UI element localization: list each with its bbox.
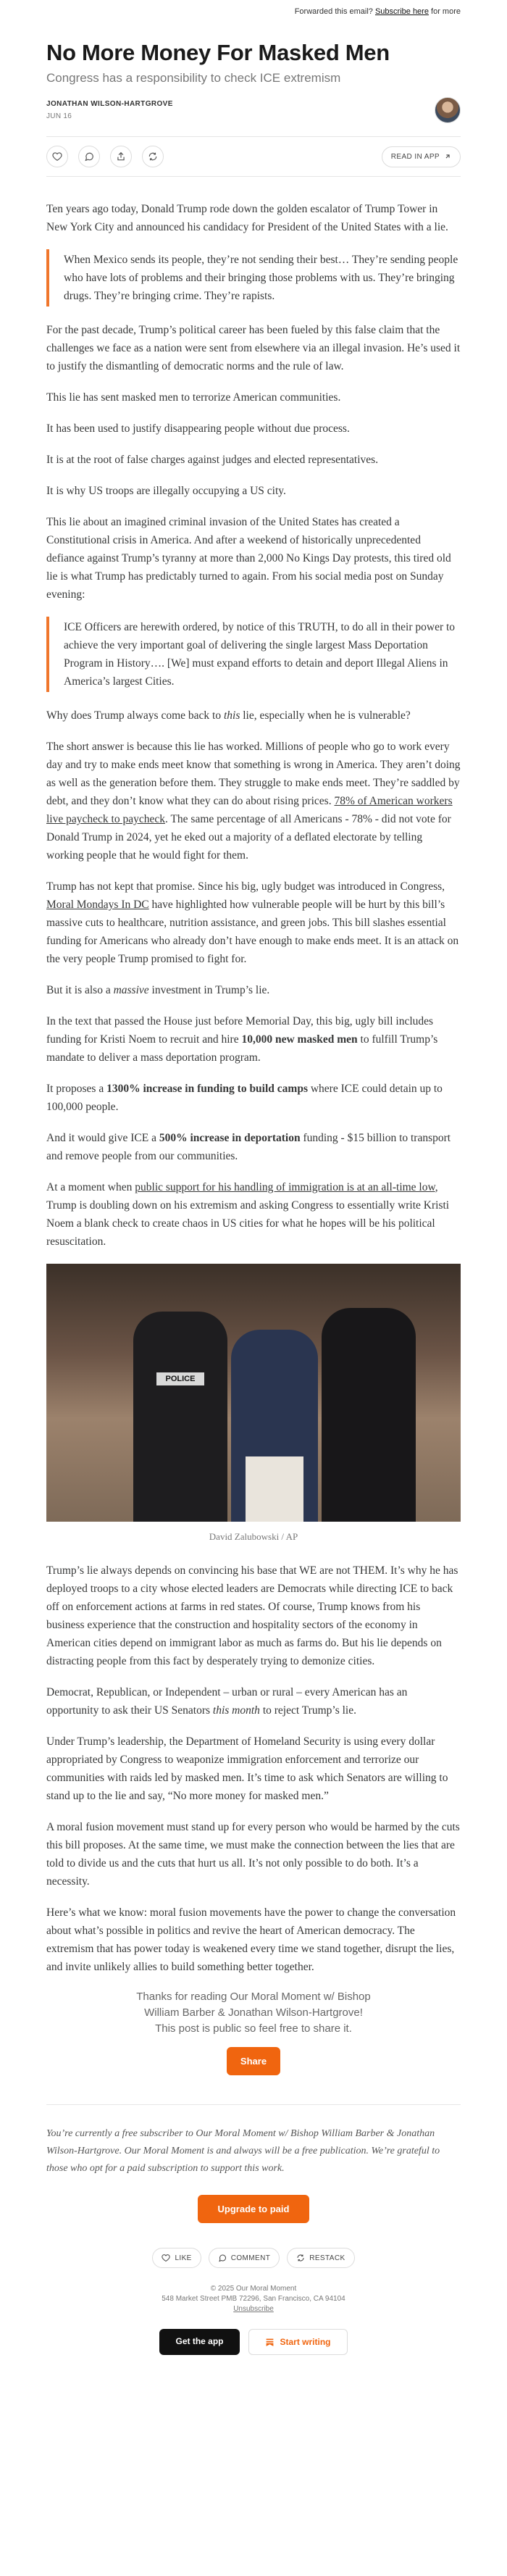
photo-caption: David Zalubowski / AP — [209, 1531, 298, 1542]
footer-comment-button[interactable]: COMMENT — [209, 2248, 280, 2268]
substack-logo-icon — [265, 2338, 275, 2347]
footer-legal — [46, 2284, 461, 2314]
paragraph: It is at the root of false charges against judges and elected representatives. — [46, 454, 379, 466]
avatar[interactable] — [435, 97, 461, 123]
blockquote: ICE Officers are herewith ordered, by notice of this TRUTH, to do all in their power to achieve the very important goal of delivering the single largest Mass Deportation Program in History…. [We] must expand efforts to detain and deport Illegal Aliens in America’s largest Cities. — [46, 617, 461, 692]
unsubscribe-link[interactable]: Unsubscribe — [233, 2305, 274, 2313]
police-patch: POLICE — [156, 1372, 204, 1385]
paragraph: Democrat, Republican, or Independent – urban or rural – every American has an opportunity to ask their US Senators this month to reject Trump’s lie. — [46, 1686, 408, 1717]
like-button[interactable] — [46, 146, 68, 167]
paragraph: This lie about an imagined criminal invasion of the United States has created a Constitutional crisis in America. And after a weekend of historically unprecedented defiance against Trump’s tyranny at more than 2,000 No Kings Day protests, this tired old lie is what Trump has predictably turned to again. From his social media post on Sunday evening: — [46, 516, 451, 601]
heart-icon — [52, 151, 62, 162]
share-button[interactable] — [110, 146, 132, 167]
news-photo[interactable] — [46, 1264, 461, 1522]
restack-icon — [148, 151, 158, 162]
post-subtitle: Congress has a responsibility to check ICE extremism — [46, 71, 341, 85]
photo-figure-right — [322, 1308, 416, 1522]
mailing-address: 548 Market Street PMB 72296, San Francisco, CA 94104 — [162, 2295, 345, 2303]
heart-icon — [162, 2254, 170, 2262]
copyright: © 2025 Our Moral Moment — [210, 2285, 297, 2293]
restack-icon — [296, 2254, 305, 2262]
post-title: No More Money For Masked Men — [46, 40, 390, 65]
post-date: JUN 16 — [46, 112, 72, 120]
paragraph: Trump has not kept that promise. Since his big, ugly budget was introduced in Congress, Moral Mondays In DC have highlighted how vulnerable people will be hurt by this bill’s massive cuts to healthcare, nutrition assistance, and green jobs. This bill slashes essential funding for Americans who already don’t have enough to make ends meet. It is an attack on the very people Trump promised to fight for. — [46, 880, 459, 965]
subscription-note: You’re currently a free subscriber to Our Moral Moment w/ Bishop William Barber & Jonathan Wilson-Hartgrove. Our Moral Moment is and always will be a free publication. We’re grateful to those who opt for a paid subscription to support this work. — [46, 2128, 440, 2174]
restack-button[interactable] — [142, 146, 164, 167]
moral-mondays-link[interactable]: Moral Mondays In DC — [46, 899, 149, 911]
photo-figure-center-pants — [246, 1456, 303, 1522]
photo-figure-left — [133, 1312, 227, 1522]
footer-like-button[interactable]: LIKE — [152, 2248, 201, 2268]
paragraph: And it would give ICE a 500% increase in deportation funding - $15 billion to transport and remove people from our communities. — [46, 1132, 451, 1162]
paragraph: For the past decade, Trump’s political career has been fueled by this false claim that the challenges we face as a nation were sent from elsewhere via an illegal invasion. He’s used it to justify the dismantling of democratic norms and the rule of law. — [46, 324, 461, 372]
byline — [46, 97, 461, 123]
external-arrow-icon — [444, 153, 451, 160]
footer-actions — [46, 2248, 461, 2268]
forward-banner: Forwarded this email? Subscribe here for more — [294, 7, 461, 16]
paycheck-link[interactable]: 78% of American workers live paycheck to paycheck — [46, 795, 453, 825]
paragraph: At a moment when public support for his handling of immigration is at an all-time low, Trump is doubling down on his extremism and asking Congress to essentially write Kristi Noem a blank check to create chaos in US cities for what he hopes will be his political resuscitation. — [46, 1181, 450, 1248]
share-post-button[interactable]: Share — [227, 2047, 280, 2075]
share-icon — [116, 151, 126, 162]
paragraph: A moral fusion movement must stand up for every person who would be harmed by the cuts this bill proposes. At the same time, we must make the connection between the lies that are told to divide us and the cuts that hurt us all. It’s not only possible to do both. It’s a necessity. — [46, 1821, 460, 1888]
comment-icon — [218, 2254, 227, 2262]
paragraph: It is why US troops are illegally occupying a US city. — [46, 485, 286, 497]
paragraph: The short answer is because this lie has worked. Millions of people who go to work every day and try to make ends meet know that something is wrong in America. They aren’t doing as well as the generation before them. They struggle to make ends meet. They’re saddled by debt, and they don’t know what they can do about rising prices. 78% of American workers live paycheck to paycheck. The same percentage of all Americans - 78% - did not vote for Donald Trump in 2024, yet he eked out a majority of a deflated electorate by telling working people that he would fight for them. — [46, 741, 461, 862]
thanks-message: Thanks for reading Our Moral Moment w/ Bishop William Barber & Jonathan Wilson-Hartgrove! This post is public so feel free to share it. — [136, 1991, 371, 2035]
paragraph: But it is also a massive investment in Trump’s lie. — [46, 984, 270, 996]
subscribe-link[interactable]: Subscribe here — [374, 7, 429, 16]
comment-button[interactable] — [78, 146, 100, 167]
start-writing-button[interactable]: Start writing — [248, 2329, 348, 2355]
paragraph: Ten years ago today, Donald Trump rode down the golden escalator of Trump Tower in New York City and announced his candidacy for President of the United States with a lie. — [46, 203, 448, 233]
footer-cta — [46, 2329, 461, 2369]
author-name[interactable]: JONATHAN WILSON-HARTGROVE — [46, 100, 173, 108]
footer-restack-button[interactable]: RESTACK — [287, 2248, 354, 2268]
paragraph: It proposes a 1300% increase in funding to build camps where ICE could detain up to 100,000 people. — [46, 1083, 443, 1113]
post-actions-bar — [46, 136, 461, 177]
paragraph: This lie has sent masked men to terrorize American communities. — [46, 391, 341, 404]
blockquote: When Mexico sends its people, they’re not sending their best… They’re sending people who have lots of problems and their bringing those problems with us. They’re bringing drugs. They’re bringing crime. They’re rapists. — [46, 249, 461, 307]
paragraph: It has been used to justify disappearing people without due process. — [46, 422, 350, 435]
paragraph: Trump’s lie always depends on convincing his base that WE are not THEM. It’s why he has deployed troops to a city whose elected leaders are Democrats while directing ICE to back off on enforcement actions at farms in red states. Of course, Trump knows from his business experience that the construction and hospitality sectors of the economy in American cities depend on immigrant labor as much as farms do. But his lie depends on distracting people from this fact by desperately trying to demonize cities. — [46, 1564, 458, 1667]
paragraph: In the text that passed the House just before Memorial Day, this big, ugly bill includes funding for Kristi Noem to recruit and hire 10,000 new masked men to fulfill Trump’s mandate to deliver a mass deportation program. — [46, 1015, 438, 1064]
paragraph: Why does Trump always come back to this lie, especially when he is vulnerable? — [46, 709, 411, 722]
paragraph: Under Trump’s leadership, the Department of Homeland Security is using every dollar appropriated by Congress to weaponize immigration enforcement and terrorize our communities with raids led by masked men. It’s time to ask which Senators are willing to stand up to the lie and say, “No more money for masked men.” — [46, 1735, 448, 1802]
post-body — [46, 200, 461, 1976]
get-the-app-button[interactable]: Get the app — [159, 2329, 239, 2355]
read-in-app-button[interactable]: READ IN APP — [382, 146, 461, 167]
public-support-link[interactable]: public support for his handling of immigration is at an all-time low — [135, 1181, 435, 1193]
paragraph: Here’s what we know: moral fusion movements have the power to change the conversation about what’s possible in politics and revive the heart of American democracy. The extremism that has power today is weakened every time we stand together, disrupt the lies, and invite unlikely allies to build something better together. — [46, 1906, 456, 1973]
divider — [46, 2104, 461, 2105]
upgrade-to-paid-button[interactable]: Upgrade to paid — [198, 2195, 310, 2223]
comment-icon — [84, 151, 94, 162]
